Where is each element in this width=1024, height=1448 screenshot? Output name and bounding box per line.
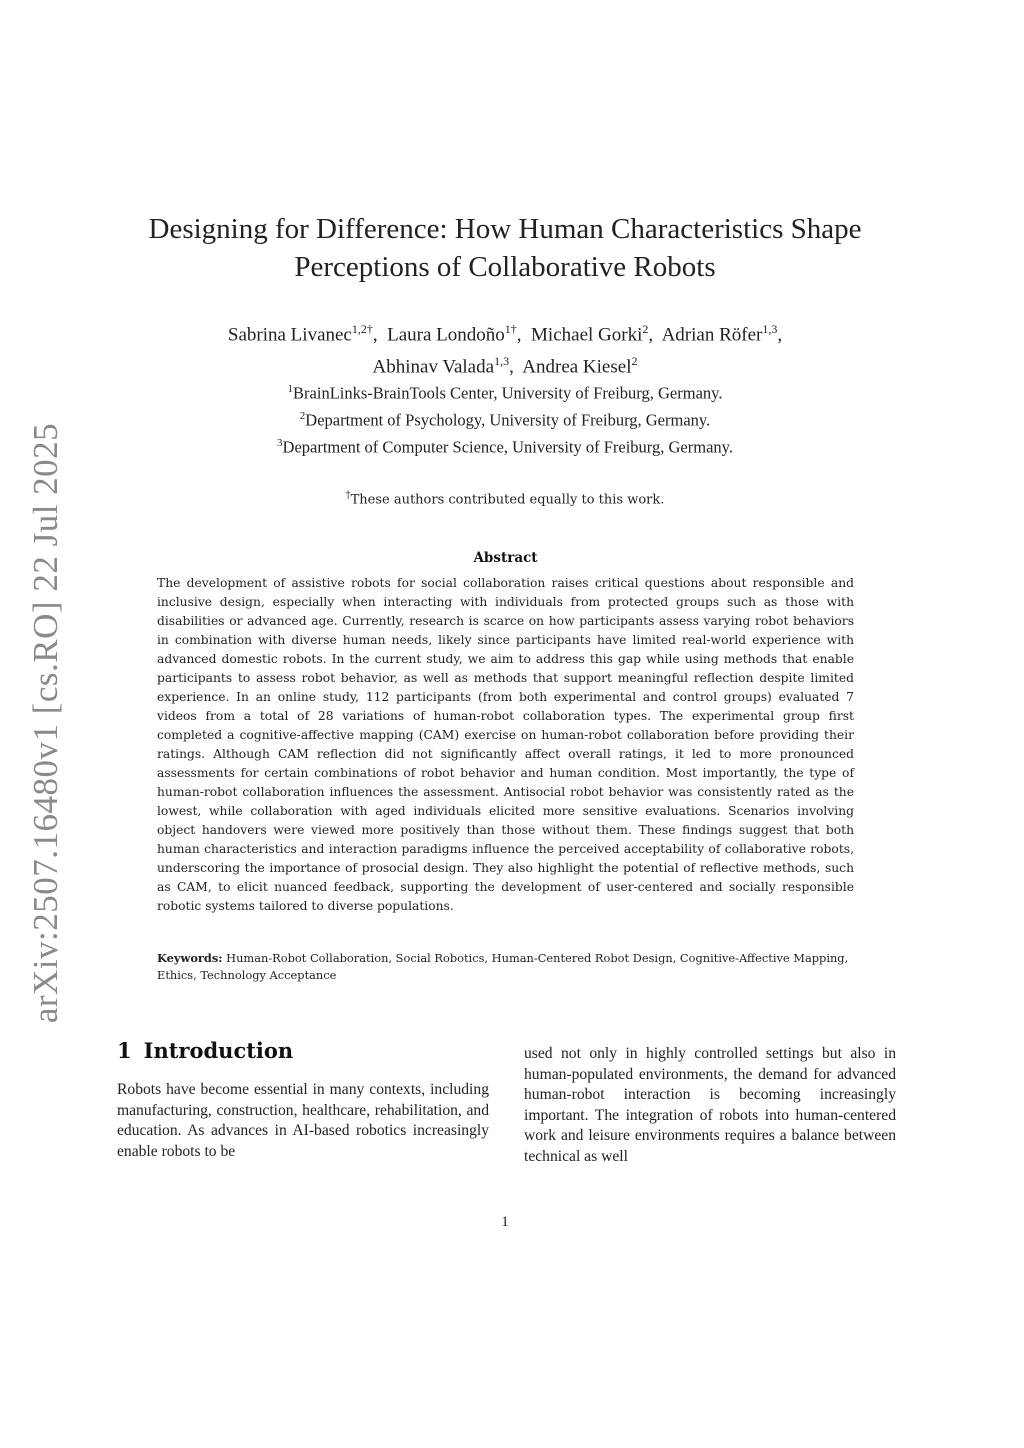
author-name: Laura Londoño [387,324,505,346]
keywords-text: Human-Robot Collaboration, Social Robotics, Human-Centered Robot Design, Cognitive-Affective Mapping, Ethics, Technology Acceptance [157,951,849,982]
equal-contribution-note: †These authors contributed equally to this work. [345,490,665,508]
intro-column-right: used not only in highly controlled settings but also in human-populated environments, the demand for advanced human-robot interaction is becoming increasingly important. The integration of robots into human-centered work and leisure environments requires a balance between technical as well [524,1045,896,1165]
keywords [157,950,854,984]
affiliation-1: $^1$BrainLinks-BrainTools Center, University of Freiburg, Germany. [287,383,723,403]
author-name: Adrian Röfer [661,324,763,346]
section-heading-introduction [117,1038,293,1063]
abstract-heading: Abstract [473,550,538,566]
author-superscript: 1† [504,322,517,336]
author-superscript: 1,3 [494,354,510,369]
author-name: Andrea Kiesel [522,356,632,378]
author-superscript: 2 [642,322,649,336]
author-superscript: 2 [631,354,638,369]
abstract-text: The development of assistive robots for social collaboration raises critical questions about responsible and inclusive design, especially when interacting with individuals from protected groups such as those with disabilities or advanced age. Currently, research is scarce on how participants assess varying robot behaviors in combination with diverse human needs, likely since participants have limited real-world experience with advanced domestic robots. In the current study, we aim to address this gap while using methods that enable participants to assess robot behavior, as well as methods that support meaningful reflection despite limited experience. In an online study, 112 participants (from both experimental and control groups) evaluated 7 videos from a total of 28 variations of human-robot collaboration types. The experimental group first completed a cognitive-affective mapping (CAM) exercise on human-robot collaboration before providing their ratings. Although CAM reflection did not significantly affect overall ratings, it led to more pronounced assessments for certain combinations of robot behavior and human condition. Most importantly, the type of human-robot collaboration influences the assessment. Antisocial robot behavior was consistently rated as the lowest, while collaboration with aged individuals elicited more sensitive evaluations. Scenarios involving object handovers were viewed more positively than those without them. These findings suggest that both human characteristics and interaction paradigms influence the perceived acceptability of collaborative robots, underscoring the importance of prosocial design. They also highlight the potential of reflective methods, such as CAM, to elicit nuanced feedback, supporting the development of user-centered and socially responsible robotic systems tailored to diverse populations. [157,576,854,913]
affiliation-2: $^2$Department of Psychology, University of Freiburg, Germany. [299,410,711,430]
section-number: 1 [117,1038,132,1063]
arxiv-sidebar [18,422,74,1024]
affiliation-3: $^3$Department of Computer Science, University of Freiburg, Germany. [277,437,733,457]
dagger-mark: † [345,490,351,501]
arxiv-identifier[interactable]: arXiv:2507.16480v1 [cs.RO] 22 Jul 2025 [26,422,66,1024]
author-name: Sabrina Livanec [227,324,352,346]
author-name: Abhinav Valada [372,356,495,378]
author-superscript: 1,3 [762,322,778,336]
intro-column-left: Robots have become essential in many contexts, including manufacturing, construction, healthcare, rehabilitation, and education. As advances in AI-based robotics increasingly enable robots to be [117,1081,489,1160]
section-title: Introduction [143,1038,294,1063]
title-line-2: Perceptions of Collaborative Robots [294,251,716,283]
title-line-1: Designing for Difference: How Human Characteristics Shape [148,213,862,245]
paper-title [120,210,890,286]
author-name: Michael Gorki [531,324,643,346]
author-superscript: 1,2† [351,322,373,336]
keywords-label: Keywords: [157,951,223,965]
affiliations [120,378,890,459]
author-list: Sabrina Livanec$^{1,2\dagger}$, Laura Londoño$^{1\dagger}$, Michael Gorki$^2$, Adrian Röfer$^{1,3}$, Abhinav Valada$^{1,3}$, Andrea Kiesel$^2$ [227,322,783,378]
page-number: 1 [501,1214,509,1230]
